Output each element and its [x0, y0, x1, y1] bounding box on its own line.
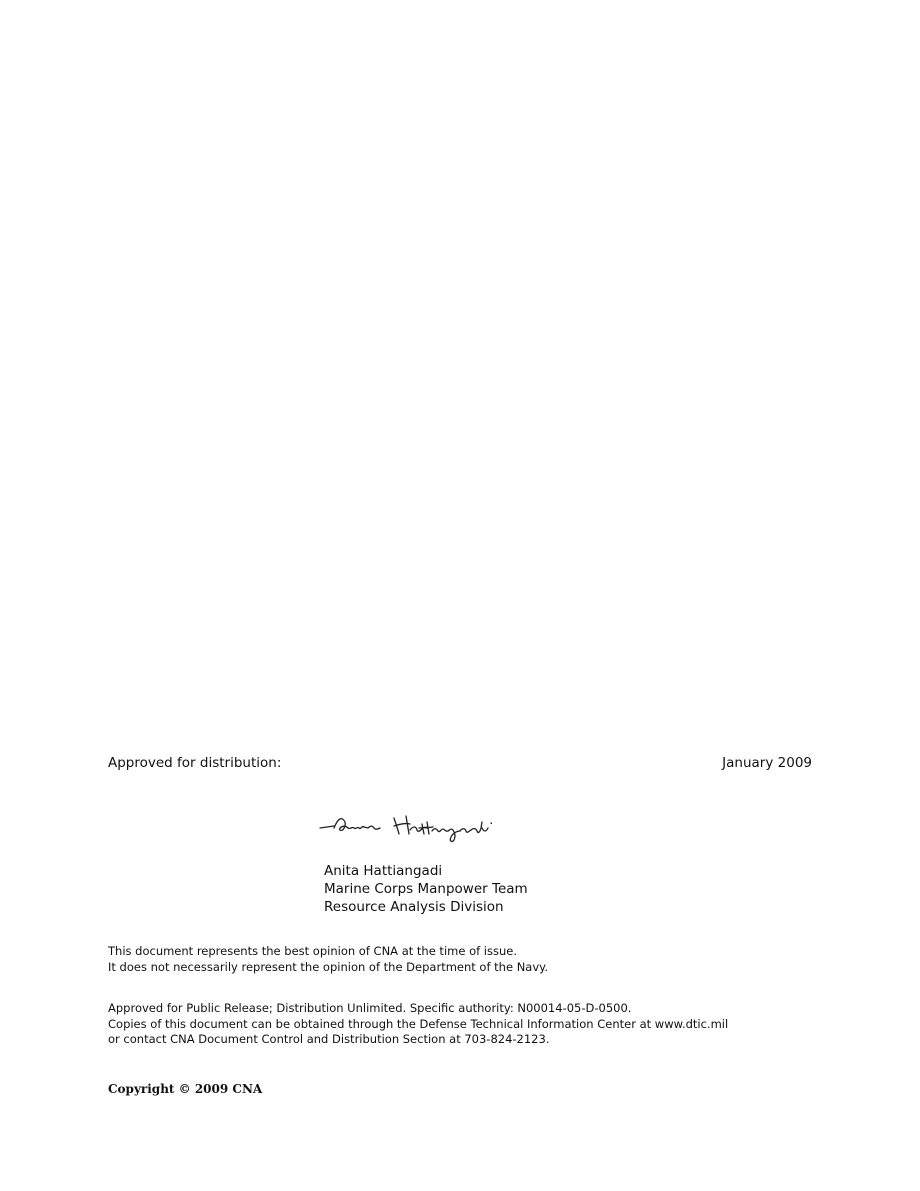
signatory-division: Resource Analysis Division: [324, 899, 504, 915]
handwritten-signature: [290, 788, 520, 854]
disclaimer-line-1: This document represents the best opinion of CNA at the time of issue.: [108, 944, 518, 958]
approval-row: [108, 755, 812, 771]
release-line-2: Copies of this document can be obtained through the Defense Technical Information Center at www.dtic.mil: [108, 1016, 729, 1031]
signatory-name: Anita Hattiangadi: [324, 863, 443, 879]
approval-label: Approved for distribution:: [108, 755, 282, 771]
signatory-block: [324, 862, 528, 916]
disclaimer-block: [108, 944, 548, 975]
copyright-notice: Copyright © 2009 CNA: [108, 1082, 263, 1096]
release-block: [108, 1001, 728, 1048]
disclaimer-line-2: It does not necessarily represent the opinion of the Department of the Navy.: [108, 959, 548, 974]
release-line-1: Approved for Public Release; Distribution Unlimited. Specific authority: N00014-05-D-0500.: [108, 1001, 632, 1015]
signature-image: [290, 788, 520, 854]
approval-date: January 2009: [722, 755, 812, 771]
signatory-team: Marine Corps Manpower Team: [324, 881, 528, 897]
release-line-3: or contact CNA Document Control and Distribution Section at 703-824-2123.: [108, 1032, 550, 1046]
